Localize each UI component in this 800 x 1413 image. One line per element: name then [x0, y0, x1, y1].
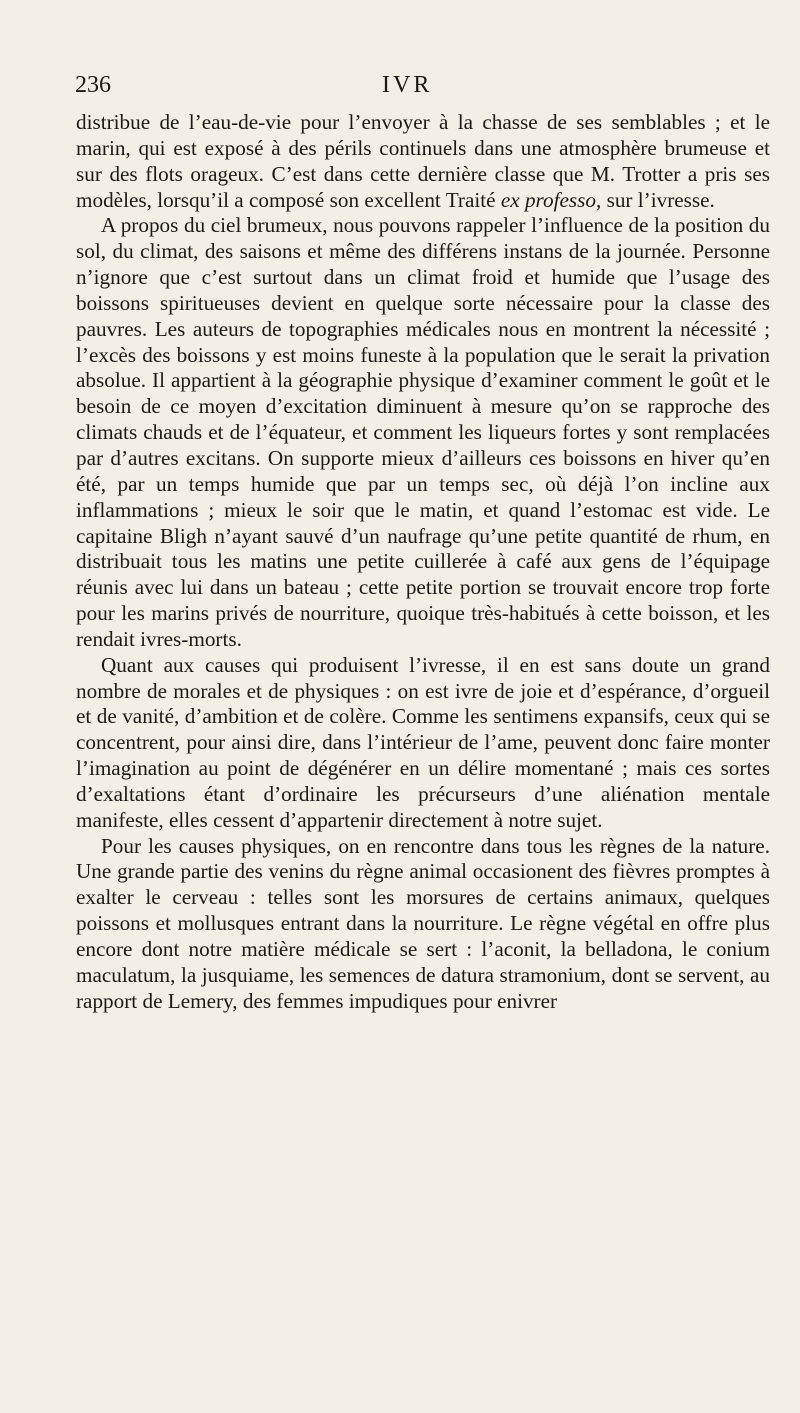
paragraph-4: Pour les causes physiques, on en rencontre dans tous les règnes de la nature. Une grande partie des venins du règne animal occasionent des fièvres promptes à exalter le cerveau : telles sont les morsures de certains animaux, quelques poissons et mollusques entrant dans la nourriture. Le règne végétal en offre plus encore dont notre matière médicale se sert : l’aconit, la belladona, le conium maculatum, la jusquiame, les semences de datura stramonium, dont se servent, au rapport de Lemery, des femmes impudiques pour enivrer	[76, 833, 770, 1013]
paragraph-2: A propos du ciel brumeux, nous pouvons rappeler l’influence de la position du sol, du climat, des saisons et même des différens instans de la journée. Personne n’ignore que c’est surtout dans un climat froid et humide que l’usage des boissons spiritueuses devient en quelque sorte nécessaire pour la classe des pauvres. Les auteurs de topographies médicales nous en montrent la nécessité ; l’excès des boissons y est moins funeste à la population que le serait la privation absolue. Il appartient à la géographie physique d’examiner comment le goût et le besoin de ce moyen d’excitation diminuent à mesure qu’on se rapproche des climats chauds et de l’équateur, et comment les liqueurs fortes y sont remplacées par d’autres excitans. On supporte mieux d’ailleurs ces boissons en hiver qu’en été, par un temps humide que par un temps sec, où déjà l’on incline aux inflammations ; mieux le soir que le matin, et quand l’estomac est vide. Le capitaine Bligh n’ayant sauvé d’un naufrage qu’une petite quantité de rhum, en distribuait tous les matins une petite cuillerée à café aux gens de l’équipage réunis avec lui dans un bateau ; cette petite portion se trouvait encore trop forte pour les marins privés de nourriture, quoique très-habitués à cette boisson, et les rendait ivres-morts.	[76, 213, 770, 651]
page-body	[76, 110, 770, 1015]
page-header	[75, 72, 770, 106]
paragraph-1-text-end: , sur l’ivresse.	[596, 187, 715, 212]
running-head: IVR	[382, 72, 433, 98]
paragraph-1-text-start: distribue de l’eau-de-vie pour l’envoyer à la chasse de ses semblables ; et le marin, qui est exposé à des périls continuels dans une atmosphère brumeuse et sur des flots orageux. C’est dans cette dernière classe que M. Trotter a pris ses modèles, lorsqu’il a composé son excellent Traité	[76, 110, 770, 212]
paragraph-3: Quant aux causes qui produisent l’ivresse, il en est sans doute un grand nombre de morales et de physiques : on est ivre de joie et d’espérance, d’orgueil et de vanité, d’ambition et de colère. Comme les sentimens expansifs, ceux qui se concentrent, pour ainsi dire, dans l’intérieur de l’ame, peuvent donc faire monter l’imagination au point de dégénérer en un délire momentané ; mais ces sortes d’exaltations étant d’ordinaire les précurseurs d’une aliénation mentale manifeste, elles cessent d’appartenir directement à notre sujet.	[76, 652, 770, 832]
page-number: 236	[75, 72, 111, 98]
paragraph-1	[76, 110, 770, 213]
italic-phrase: ex professo	[500, 187, 596, 212]
